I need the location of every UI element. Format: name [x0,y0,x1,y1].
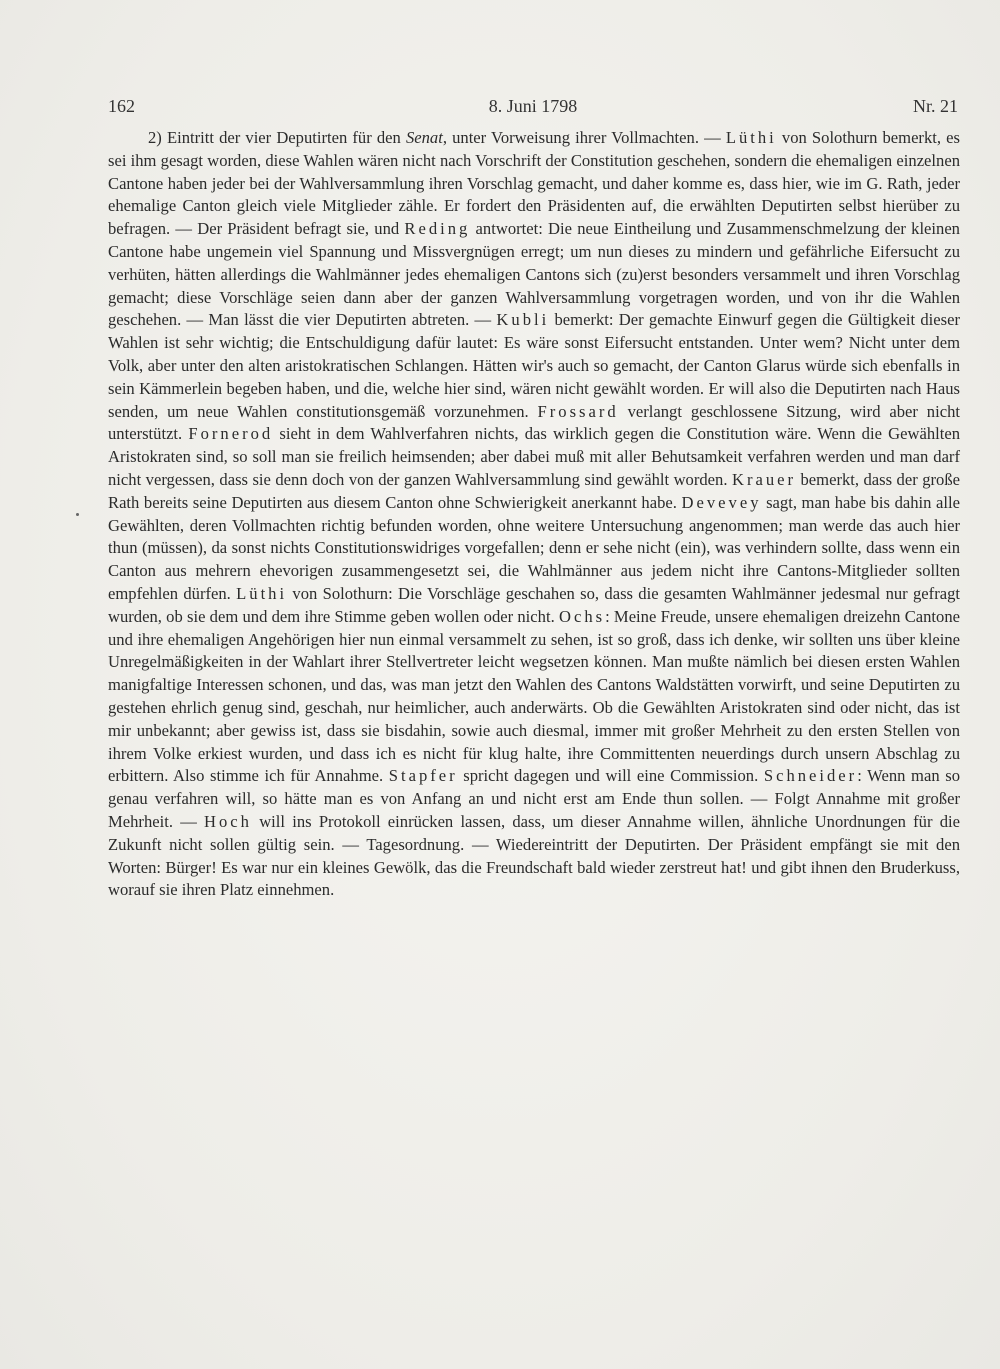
body-text [108,127,960,902]
text-run: von Solothurn: Die Vorschläge geschahen so, dass die gesamten Wahlmänner jedesmal nur gefragt wurden, ob sie dem und dem ihre Stimme geben wollen oder nicht. [108,583,960,626]
text-run: antwortet: Die neue Eintheilung und Zusammenschmelzung der kleinen Cantone habe ungemein viel Spannung und Missvergnügen erregt; um nun dieses zu mindern und gefährliche Eifersucht zu verhüten, hätten allerdings die Wahlmänner jedes ehemaligen Cantons sich (zu)erst besonders versammelt und ihren Vorschlag gemacht; diese Vorschläge seien dann aber der ganzen Wahlversammlung vorgetragen worden, und von ihr die Wahlen geschehen. — Man lässt die vier Deputirten abtreten. — [108,219,960,330]
text-run: spricht dagegen und will eine Commission. [457,766,764,786]
paragraph [108,127,960,902]
text-run: : Wenn man so genau verfahren will, so hätte man es von Anfang an und nicht erst am Ende thun sollen. — Folgt Annahme mit großer Mehrheit. — [108,766,960,831]
margin-mark [76,513,79,516]
speaker-name: Krauer [731,469,797,489]
text-run: sagt, man habe bis dahin alle Gewählten, deren Vollmachten richtig befunden worden, ohne weitere Untersuchung angenommen; man werde das auch hier thun (müssen), da sonst nichts Constitutionswidriges vorgefallen; denn er sehe nicht (ein), was verhindern sollte, dass wenn ein Canton aus mehrern ehevorigen zusammengesetzt sei, die Wahlmänner aus jedem nicht ihre Cantons-Mitglieder sollten empfehlen dürfen. [108,492,961,603]
speaker-name: Kubli [496,310,550,330]
speaker-name: Devevey [681,492,762,512]
speaker-name: Hoch [204,811,252,831]
speaker-name: Frossard [537,401,619,421]
text-run: sieht in dem Wahlverfahren nichts, das wirklich gegen die Constitution wäre. Wenn die Gewählten Aristokraten sind, so soll man sie freilich heimsenden; aber dabei muß mit aller Behutsamkeit verfahren werden und man darf nicht vergessen, dass sie denn doch von der ganzen Wahlversammlung sind gewählt worden. [108,424,961,489]
header-number: Nr. 21 [913,96,958,116]
page-number: 162 [108,96,135,116]
text-senat: Senat [405,128,443,147]
page-header [108,96,958,118]
speaker-name: Stapfer [388,766,458,786]
text-run: bemerkt, dass der große Rath bereits seine Deputirten aus diesem Canton ohne Schwierigkeit anerkannt habe. [108,469,960,512]
text-run: verlangt geschlossene Sitzung, wird aber nicht unterstützt. [108,401,960,444]
header-date: 8. Juni 1798 [488,96,578,116]
speaker-name: Lüthi [236,583,288,603]
speaker-name: Fornerod [188,424,274,444]
speaker-name: Lüthi [725,128,777,147]
speaker-name: Schneider [763,766,858,786]
text-run: 2) Eintritt der vier Deputirten für den [148,128,406,147]
text-run: : Meine Freude, unsere ehemaligen dreizehn Cantone und ihre ehemaligen Angehörigen hier nun einmal versammelt zu sehen, ist so groß, dass ich denke, wir sollten uns über kleine Unregelmäßigkeiten in der Wahlart ihrer Stellvertreter leicht wegsetzen können. Man mußte nämlich bei diesen ersten Wahlen manigfaltige Interessen schonen, und das, was man jetzt den Wahlen des Cantons Waldstätten vorwirft, und seine Deputirten zu gestehen ehrlich genug sind, geschah, nur heimlicher, auch anderwärts. Ob die Gewählten Aristokraten sind oder nicht, das ist mir unbekannt; aber gewiss ist, dass sie bisdahin, sowie auch diesmal, immer mit großer Mehrheit zu den ersten Stellen von ihrem Volke erkiest wurden, und dass ich es nicht für klug halte, ihre Committenten neuerdings durch unsern Abschlag zu erbittern. Also stimme ich für Annahme. [108,606,960,786]
text-run: bemerkt: Der gemachte Einwurf gegen die Gültigkeit dieser Wahlen ist sehr wichtig; die Entschuldigung dafür lautet: Es wäre sonst Eifersucht entstanden. Unter wem? Nicht unter dem Volk, aber unter den alten aristokratischen Schlangen. Hätten wir's auch so gemacht, der Canton Glarus würde sich ebenfalls in sein Kämmerlein begeben haben, und die, welche hier sind, wären nicht gewählt worden. Er will also die Deputirten nach Haus senden, um neue Wahlen constitutionsgemäß vorzunehmen. [108,310,961,421]
text-run: will ins Protokoll einrücken lassen, dass, um dieser Annahme willen, ähnliche Unordnungen für die Zukunft nicht sollen gültig sein. — Tagesordnung. — Wiedereintritt der Deputirten. Der Präsident empfängt sie mit den Worten: Bürger! Es war nur ein kleines Gewölk, das die Freundschaft bald wieder zerstreut hat! und gibt ihnen den Bruderkuss, worauf sie ihren Platz einnehmen. [108,811,960,900]
speaker-name: Reding [404,219,471,239]
speaker-name: Ochs [558,606,606,626]
text-run: , unter Vorweisung ihrer Vollmachten. — [442,128,726,147]
text-run: von Solothurn bemerkt, es sei ihm gesagt worden, diese Wahlen wären nicht nach Vorschrift der Constitution geschehen, sondern die ehemaligen einzelnen Cantone haben jeder bei der Wahlversammlung ihren Vorschlag gemacht, und daher komme es, dass hier, wie im G. Rath, jeder ehemalige Canton gleich viele Mitglieder zähle. Er fordert den Präsidenten auf, die erwählten Deputirten selbst hierüber zu befragen. — Der Präsident befragt sie, und [108,128,960,239]
